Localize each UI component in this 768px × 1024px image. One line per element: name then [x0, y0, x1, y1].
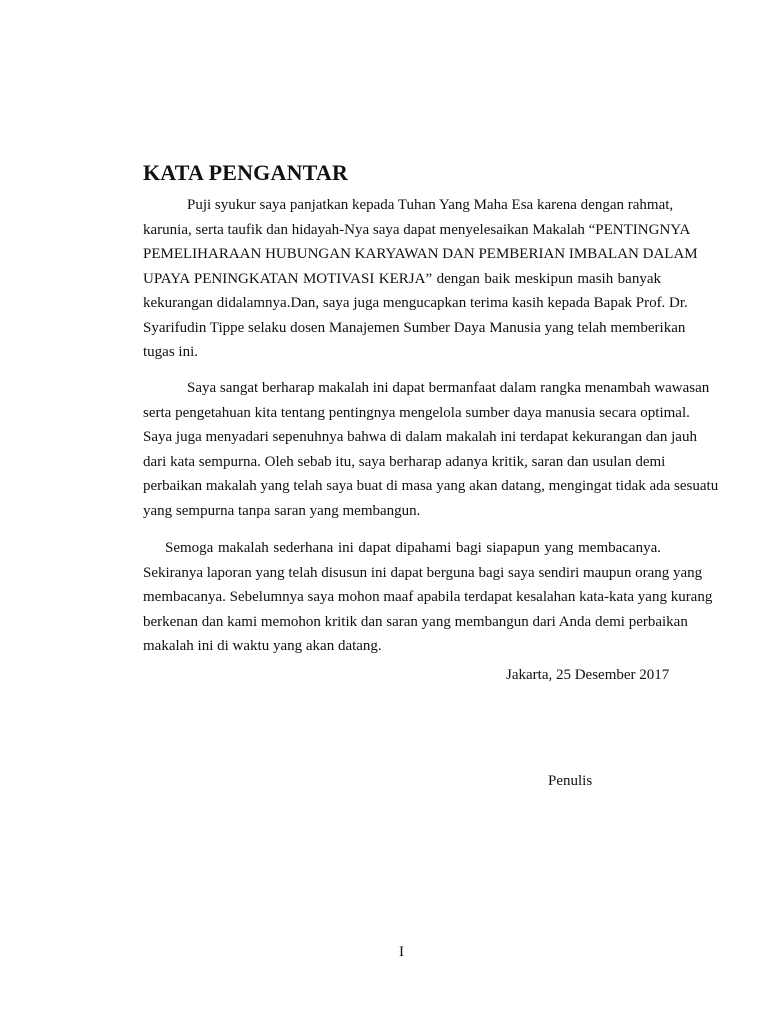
- paragraph-line: Saya sangat berharap makalah ini dapat bermanfaat dalam rangka menambah wawasan: [187, 380, 710, 396]
- paragraph-line: PEMELIHARAAN HUBUNGAN KARYAWAN DAN PEMBERIAN IMBALAN DALAM: [143, 246, 698, 262]
- paragraph-line: Semoga makalah sederhana ini dapat dipahami bagi siapapun yang membacanya.: [165, 540, 661, 556]
- paragraph-3: [143, 536, 713, 659]
- paragraph-line: kekurangan didalamnya.Dan, saya juga mengucapkan terima kasih kepada Bapak Prof. Dr.: [143, 295, 688, 311]
- paragraph-line: yang sempurna tanpa saran yang membangun.: [143, 502, 421, 519]
- paragraph-line: tugas ini.: [143, 344, 198, 360]
- signature-date: Jakarta, 25 Desember 2017: [506, 667, 670, 683]
- paragraph-line: karunia, serta taufik dan hidayah-Nya saya dapat menyelesaikan Makalah “PENTINGNYA: [143, 221, 691, 238]
- paragraph-line: Syarifudin Tippe selaku dosen Manajemen Sumber Daya Manusia yang telah memberikan: [143, 319, 686, 336]
- paragraph-line: membacanya. Sebelumnya saya mohon maaf apabila terdapat kesalahan kata-kata yang kurang: [143, 589, 713, 605]
- paragraph-line: Saya juga menyadari sepenuhnya bahwa di dalam makalah ini terdapat kekurangan dan jauh: [143, 429, 697, 445]
- paragraph-line: Puji syukur saya panjatkan kepada Tuhan Yang Maha Esa karena dengan rahmat,: [187, 197, 674, 213]
- paragraph-line: makalah ini di waktu yang akan datang.: [143, 638, 382, 654]
- paragraph-line: serta pengetahuan kita tentang pentingnya mengelola sumber daya manusia secara optimal.: [143, 404, 690, 421]
- paragraph-line: UPAYA PENINGKATAN MOTIVASI KERJA” dengan baik meskipun masih banyak: [143, 270, 661, 287]
- page-number: I: [399, 944, 404, 960]
- paragraph-1: [143, 193, 698, 365]
- paragraph-2: [143, 376, 719, 523]
- paragraph-line: dari kata sempurna. Oleh sebab itu, saya berharap adanya kritik, saran dan usulan demi: [143, 453, 666, 470]
- paragraph-line: berkenan dan kami memohon kritik dan saran yang membangun dari Anda demi perbaikan: [143, 613, 688, 630]
- signature-author: Penulis: [548, 773, 593, 789]
- paragraph-line: Sekiranya laporan yang telah disusun ini dapat berguna bagi saya sendiri maupun orang yang: [143, 564, 703, 581]
- paragraph-line: perbaikan makalah yang telah saya buat di masa yang akan datang, mengingat tidak ada sesuatu: [143, 478, 719, 494]
- page-title: KATA PENGANTAR: [143, 160, 349, 185]
